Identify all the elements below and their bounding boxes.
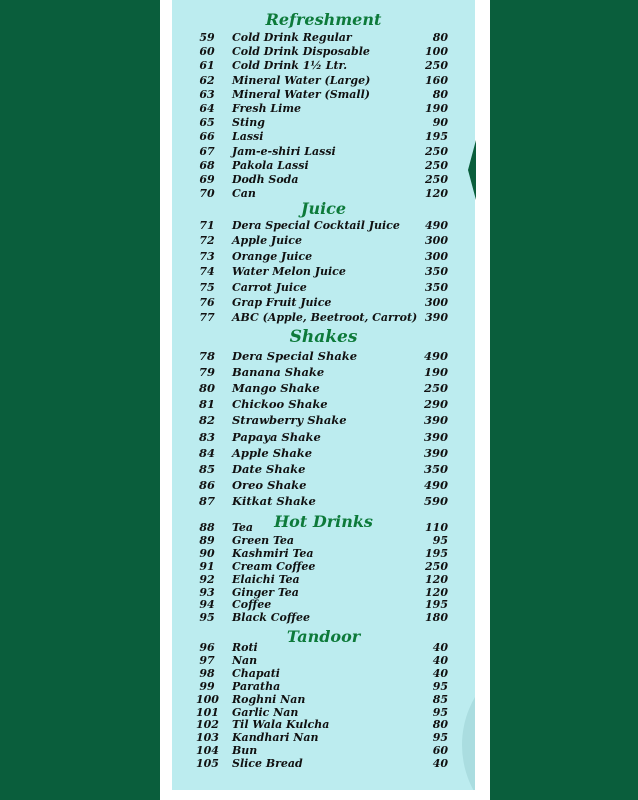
item-name: Mineral Water (Large) [232,73,371,87]
item-price: 195 [425,130,448,144]
item-price: 120 [425,585,448,599]
item-price: 85 [432,692,448,706]
menu-item-row [0,173,638,187]
item-name: Jam-e-shiri Lassi [232,144,336,158]
item-number: 96 [199,641,215,654]
item-price: 95 [432,705,448,719]
item-price: 120 [425,572,448,586]
item-price: 390 [423,413,448,428]
item-number: 86 [198,477,215,492]
item-name: Chickoo Shake [232,397,328,412]
item-name: Roti [232,641,258,654]
menu-item-row [0,586,638,600]
item-number: 72 [199,234,215,248]
menu-item-row [0,311,638,325]
menu-item-row [0,478,638,492]
menu-item-row [0,250,638,264]
menu-item-row [0,611,638,625]
menu-item-row [0,446,638,460]
item-price: 160 [425,73,448,87]
item-name: Nan [232,653,258,667]
item-price: 300 [425,296,448,309]
menu-item-row [0,130,638,144]
item-price: 390 [425,311,448,325]
menu-item-row [0,641,638,655]
menu-item-row [0,296,638,310]
menu-item-row [0,349,638,363]
item-name: Orange Juice [232,249,313,263]
item-name: Ginger Tea [232,585,299,599]
item-price: 490 [425,219,448,232]
item-number: 100 [196,692,219,706]
item-name: Garlic Nan [232,705,299,719]
item-number: 84 [198,445,215,460]
section-heading: Tandoor [286,627,361,646]
item-number: 81 [198,397,215,412]
item-number: 74 [199,265,215,279]
section-heading: Refreshment [265,10,382,29]
item-name: Apple Shake [232,445,313,460]
item-price: 350 [423,461,448,476]
item-number: 105 [196,757,219,771]
item-number: 97 [199,653,215,667]
menu-item-row [0,547,638,561]
item-number: 94 [199,598,215,612]
item-name: Mineral Water (Small) [232,87,370,101]
item-price: 40 [432,666,448,680]
menu-item-row [0,430,638,444]
menu-item-row [0,381,638,395]
item-price: 490 [423,349,448,363]
item-price: 190 [423,365,448,380]
item-name: Slice Bread [232,757,303,771]
menu-item-row [0,413,638,427]
item-number: 73 [199,249,215,263]
item-price: 80 [432,718,448,732]
menu-item-row [0,74,638,88]
item-name: Til Wala Kulcha [232,718,330,732]
item-name: Strawberry Shake [232,413,347,428]
menu-item-row [0,116,638,130]
item-price: 95 [432,679,448,693]
menu-item-row [0,521,638,535]
item-number: 78 [198,349,215,363]
item-name: Black Coffee [232,611,310,625]
menu-item-row [0,102,638,116]
item-price: 180 [425,611,448,625]
item-name: Kashmiri Tea [232,546,314,560]
item-name: Tea [232,521,254,534]
item-price: 590 [423,493,448,508]
item-number: 101 [196,705,219,719]
menu-item-row [0,654,638,668]
menu-item-row [0,731,638,745]
item-number: 91 [199,559,215,573]
item-number: 66 [199,130,215,144]
item-price: 110 [425,521,448,534]
menu-item-row [0,397,638,411]
item-number: 63 [199,87,215,101]
item-name: Water Melon Juice [232,265,346,279]
item-name: Kandhari Nan [232,731,319,745]
item-price: 290 [423,397,448,412]
item-number: 76 [199,296,215,309]
item-number: 59 [199,31,215,44]
menu-item-row [0,706,638,720]
menu-item-row [0,219,638,233]
item-price: 95 [432,731,448,745]
menu-item-row [0,31,638,45]
item-name: Cold Drink 1½ Ltr. [232,59,348,73]
item-price: 120 [425,187,448,201]
item-number: 70 [199,187,215,201]
item-name: Cold Drink Regular [232,31,352,44]
item-name: Apple Juice [232,234,303,248]
item-number: 102 [196,718,219,732]
menu-item-row [0,693,638,707]
item-name: Papaya Shake [232,429,321,444]
menu-item-row [0,462,638,476]
menu-item-row [0,757,638,771]
item-price: 60 [432,744,448,758]
item-price: 250 [425,173,448,186]
item-number: 61 [199,59,215,73]
item-number: 90 [199,546,215,560]
item-number: 75 [199,280,215,294]
item-number: 82 [198,413,215,428]
item-price: 250 [425,158,448,172]
item-price: 95 [432,533,448,547]
item-number: 98 [199,666,215,680]
item-price: 250 [425,559,448,573]
menu-item-row [0,45,638,59]
item-number: 93 [199,585,215,599]
item-name: ABC (Apple, Beetroot, Carrot) [232,311,418,325]
menu-item-row [0,59,638,73]
item-price: 490 [423,477,448,492]
menu-item-row [0,234,638,248]
item-number: 92 [199,572,215,586]
item-name: Fresh Lime [232,102,301,115]
item-name: Carrot Juice [232,280,307,294]
menu-item-row [0,534,638,548]
item-price: 80 [432,87,448,101]
section-heading: Shakes [289,327,358,347]
item-price: 350 [425,280,448,294]
item-price: 100 [425,45,448,59]
item-number: 77 [199,311,215,325]
item-number: 71 [199,219,215,232]
item-name: Kitkat Shake [232,493,316,508]
item-number: 87 [198,493,215,508]
item-price: 40 [432,641,448,654]
item-price: 350 [425,265,448,279]
item-price: 300 [425,249,448,263]
menu-item-row [0,265,638,279]
item-price: 390 [423,445,448,460]
item-number: 64 [199,102,215,115]
menu-item-row [0,494,638,508]
item-price: 90 [432,116,448,130]
menu-item-row [0,573,638,587]
item-name: Bun [232,744,258,758]
menu-item-row [0,560,638,574]
item-price: 195 [425,598,448,612]
item-number: 69 [199,173,215,186]
item-name: Oreo Shake [232,477,307,492]
item-number: 89 [199,533,215,547]
item-name: Cold Drink Disposable [232,45,370,59]
item-number: 65 [199,116,215,130]
item-name: Mango Shake [232,381,320,396]
menu-item-row [0,598,638,612]
item-name: Paratha [232,679,281,693]
menu-item-row [0,88,638,102]
menu-item-row [0,667,638,681]
item-number: 79 [198,365,215,380]
item-name: Dera Special Shake [232,349,358,363]
menu-item-row [0,365,638,379]
item-price: 390 [423,429,448,444]
item-price: 250 [425,144,448,158]
item-number: 88 [199,521,215,534]
menu-item-row [0,145,638,159]
item-name: Elaichi Tea [232,572,300,586]
item-price: 250 [425,59,448,73]
menu-item-row [0,159,638,173]
item-number: 83 [198,429,215,444]
item-number: 60 [199,45,215,59]
item-name: Date Shake [232,461,306,476]
menu-item-row [0,744,638,758]
item-name: Coffee [232,598,272,612]
item-name: Sting [232,116,265,130]
item-name: Cream Coffee [232,559,316,573]
item-number: 62 [199,73,215,87]
item-name: Grap Fruit Juice [232,296,332,309]
menu-item-row [0,718,638,732]
item-name: Pakola Lassi [232,158,309,172]
item-number: 99 [199,679,215,693]
item-name: Lassi [232,130,264,144]
item-number: 85 [198,461,215,476]
item-name: Can [232,187,256,201]
item-price: 40 [432,757,448,771]
item-name: Roghni Nan [232,692,306,706]
item-name: Dera Special Cocktail Juice [232,219,400,232]
menu-item-row [0,680,638,694]
item-number: 103 [196,731,219,745]
item-name: Banana Shake [232,365,325,380]
section-heading: Juice [300,199,347,218]
item-price: 300 [425,234,448,248]
item-name: Green Tea [232,533,295,547]
section-heading: Hot Drinks [274,512,373,531]
item-name: Chapati [232,666,280,680]
item-number: 68 [199,158,215,172]
item-number: 104 [196,744,219,758]
item-price: 190 [425,102,448,115]
item-number: 95 [199,611,215,625]
item-price: 80 [432,31,448,44]
item-price: 40 [432,653,448,667]
item-number: 80 [198,381,215,396]
item-number: 67 [199,144,215,158]
menu-item-row [0,281,638,295]
item-price: 250 [423,381,448,396]
item-price: 195 [425,546,448,560]
item-name: Dodh Soda [232,173,299,186]
